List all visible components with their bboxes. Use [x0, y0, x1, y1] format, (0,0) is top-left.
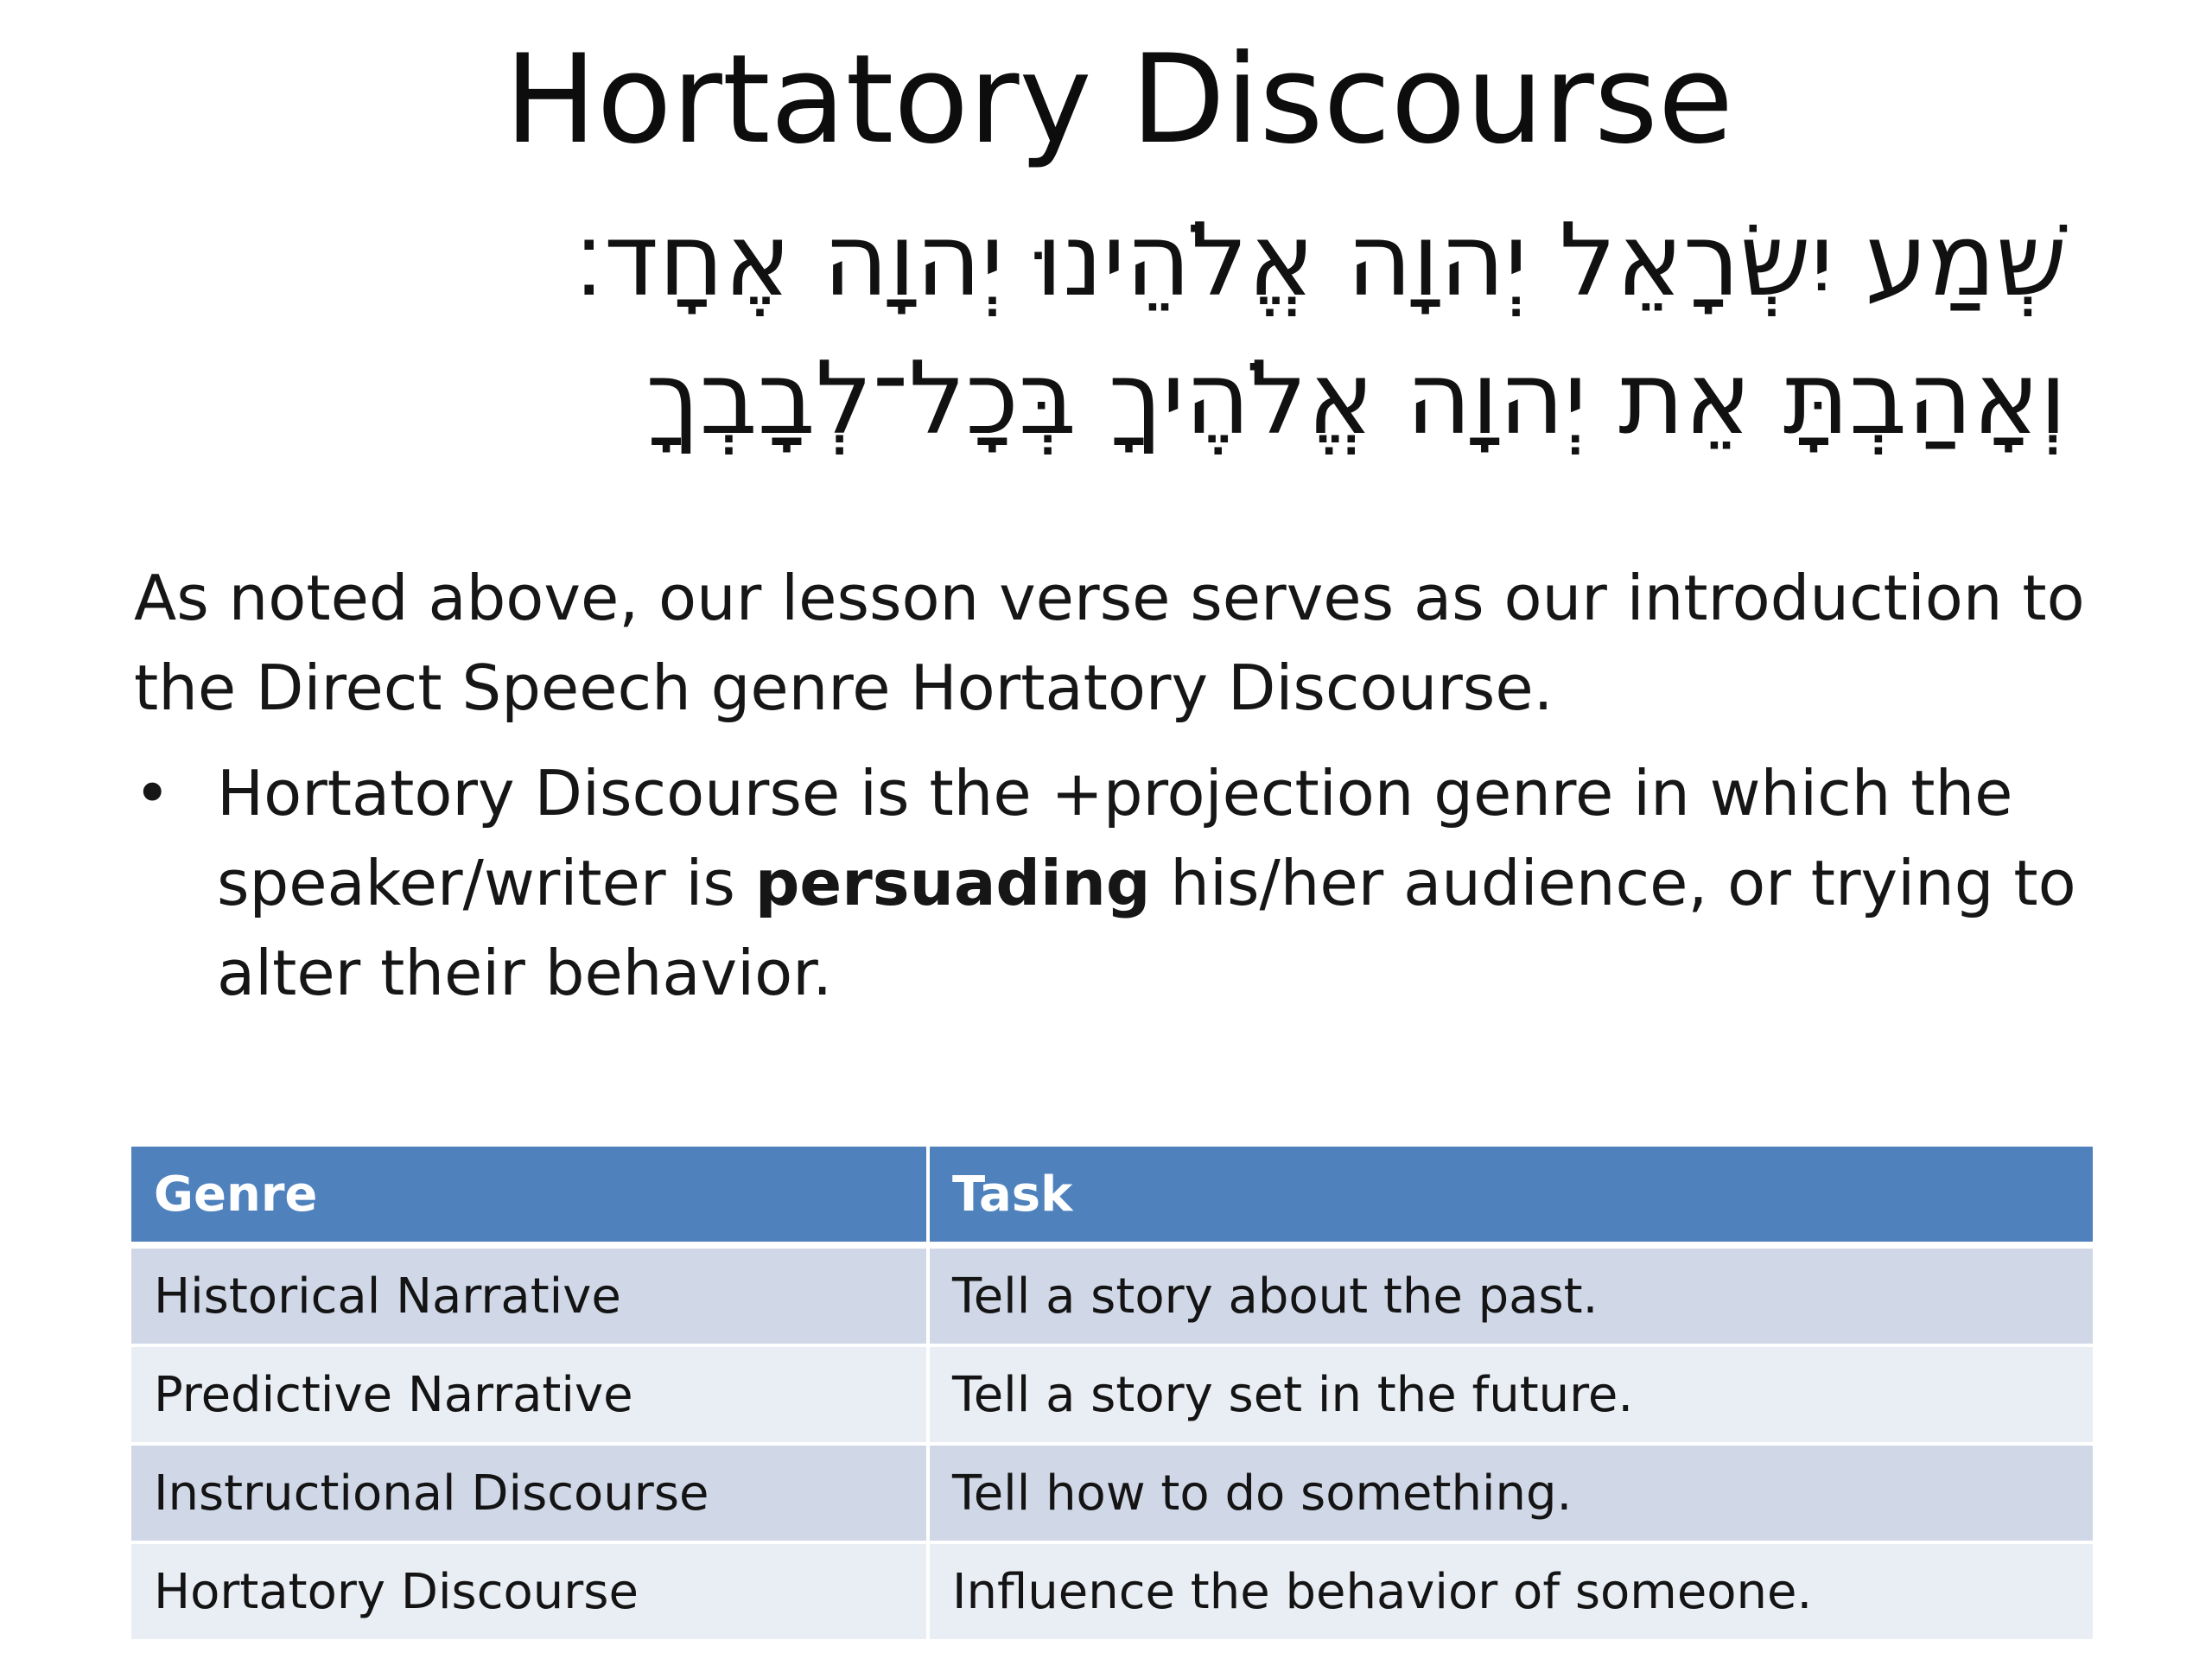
hebrew-verse-line-1: שְׁמַע יִשְׂרָאֵל יְהוָה אֱלֹהֵינוּ יְהוָה אֶחָד׃ — [574, 202, 2067, 319]
intro-paragraph: As noted above, our lesson verse serves as our introduction to the Direct Speech genre Hortatory Discourse. — [134, 562, 2085, 724]
bullet-text — [217, 748, 2135, 1018]
genre-cell: Hortatory Discourse — [131, 1541, 930, 1639]
header-task: Task — [930, 1147, 2093, 1245]
task-cell: Influence the behavior of someone. — [930, 1541, 2093, 1639]
bullet-marker: • — [134, 757, 171, 830]
genre-cell: Instructional Discourse — [131, 1442, 930, 1541]
table-header-row — [131, 1147, 2093, 1245]
table-row — [131, 1245, 2093, 1344]
bullet-text-after: his/her audience, or trying to alter their behavior. — [217, 847, 2076, 1009]
task-cell: Tell a story about the past. — [930, 1245, 2093, 1344]
slide-title: Hortatory Discourse — [504, 29, 1734, 171]
bullet-bold-word: persuading — [754, 847, 1151, 919]
bullet-text-before: Hortatory Discourse is the +projection genre in which the speaker/writer is — [217, 757, 2013, 919]
genre-cell: Predictive Narrative — [131, 1344, 930, 1442]
hebrew-verse-line-2: וְאָהַבְתָּ אֵת יְהוָה אֱלֹהֶיךָ בְּכָל־לְבָבְךָ — [645, 340, 2067, 457]
header-genre: Genre — [131, 1147, 930, 1245]
task-cell: Tell how to do something. — [930, 1442, 2093, 1541]
genre-task-table — [131, 1147, 2093, 1639]
task-cell: Tell a story set in the future. — [930, 1344, 2093, 1442]
table-row — [131, 1541, 2093, 1639]
table-row — [131, 1344, 2093, 1442]
genre-cell: Historical Narrative — [131, 1245, 930, 1344]
table-row — [131, 1442, 2093, 1541]
